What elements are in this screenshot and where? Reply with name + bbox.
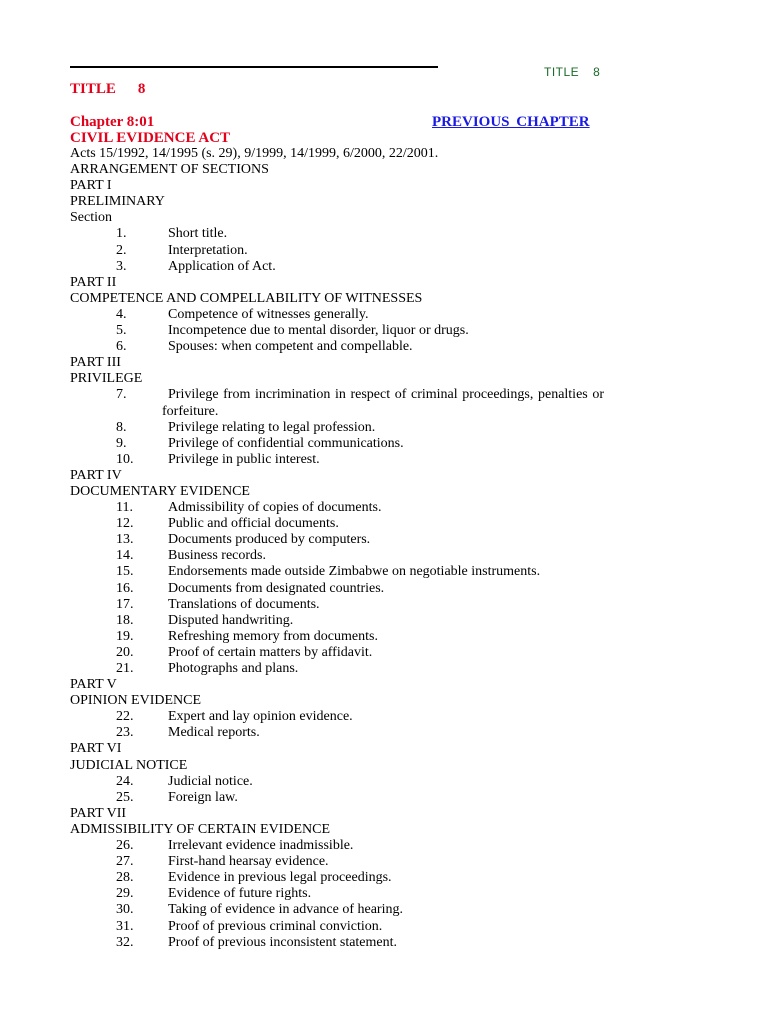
- part-heading: OPINION EVIDENCE: [70, 693, 202, 709]
- section-number: 25.: [116, 789, 134, 805]
- section-title: Judicial notice.: [168, 773, 253, 789]
- section-entry: [70, 854, 610, 870]
- title-number: 8: [137, 81, 146, 97]
- section-entry: [70, 935, 610, 951]
- section-number: 4.: [116, 306, 127, 322]
- section-entry: [70, 532, 610, 548]
- section-number: 29.: [116, 886, 134, 902]
- section-number: 2.: [116, 242, 127, 258]
- section-number: 11.: [116, 500, 133, 516]
- section-entry: [70, 339, 610, 355]
- section-entry: [70, 243, 610, 259]
- section-entry: [70, 259, 610, 275]
- section-number: 20.: [116, 644, 134, 660]
- section-entry: [70, 597, 610, 613]
- section-entry: [70, 516, 610, 532]
- section-number: 9.: [116, 435, 127, 451]
- running-title-label: TITLE: [544, 65, 580, 79]
- section-title: Interpretation.: [168, 242, 248, 258]
- part-heading: DOCUMENTARY EVIDENCE: [70, 483, 250, 499]
- section-number: 1.: [116, 226, 127, 242]
- section-title: Admissibility of copies of documents.: [168, 500, 382, 516]
- section-title: Proof of previous criminal conviction.: [168, 918, 383, 934]
- act-title: CIVIL EVIDENCE ACT: [70, 130, 231, 146]
- section-number: 31.: [116, 918, 134, 934]
- section-title: Photographs and plans.: [168, 661, 299, 676]
- section-entry: [70, 387, 610, 419]
- arrangement-heading: ARRANGEMENT OF SECTIONS: [70, 162, 269, 178]
- section-number: 8.: [116, 419, 127, 435]
- section-title: Translations of documents.: [168, 596, 320, 612]
- section-title: Proof of certain matters by affidavit.: [168, 644, 373, 660]
- section-entry: [70, 725, 610, 741]
- section-title: Incompetence due to mental disorder, liquor or drugs.: [168, 323, 469, 339]
- title-label: TITLE: [70, 81, 116, 97]
- section-title: Irrelevant evidence inadmissible.: [168, 838, 354, 854]
- section-entry: [70, 870, 610, 886]
- title-heading: [70, 81, 145, 98]
- section-entry: [70, 645, 610, 661]
- section-title: Disputed handwriting.: [168, 612, 294, 628]
- section-entry: [70, 709, 610, 725]
- section-number: 6.: [116, 339, 127, 355]
- section-title: Proof of previous inconsistent statement.: [168, 934, 398, 950]
- section-number: 26.: [116, 838, 134, 854]
- section-title: Documents from designated countries.: [168, 580, 385, 596]
- section-entry: [70, 613, 610, 629]
- parts-list: [70, 178, 610, 951]
- section-title: Endorsements made outside Zimbabwe on negotiable instruments.: [168, 564, 541, 580]
- section-column-label: Section: [70, 210, 112, 226]
- part-label: PART VI: [70, 741, 122, 757]
- section-entry: [70, 919, 610, 935]
- section-number: 23.: [116, 725, 134, 741]
- section-title: First-hand hearsay evidence.: [168, 854, 329, 870]
- section-number: 3.: [116, 258, 127, 274]
- section-number: 15.: [116, 564, 134, 580]
- section-number: 18.: [116, 612, 134, 628]
- part-label: PART V: [70, 677, 117, 693]
- section-title: Privilege from incrimination in respect of criminal proceedings, penalties or forfeiture.: [162, 387, 604, 419]
- arrangement-of-sections: [70, 146, 610, 951]
- section-title: Privilege in public interest.: [168, 451, 320, 467]
- part-heading: PRELIMINARY: [70, 194, 165, 210]
- section-number: 19.: [116, 628, 134, 644]
- chapter-number: Chapter 8:01: [70, 114, 155, 130]
- section-number: 28.: [116, 870, 134, 886]
- part-heading: PRIVILEGE: [70, 371, 143, 387]
- section-number: 21.: [116, 661, 134, 676]
- section-number: 13.: [116, 532, 134, 548]
- section-entry: [70, 564, 610, 580]
- part-label: PART II: [70, 274, 117, 290]
- part-heading: ADMISSIBILITY OF CERTAIN EVIDENCE: [70, 821, 331, 837]
- section-number: 5.: [116, 323, 127, 339]
- section-entry: [70, 661, 610, 677]
- section-title: Competence of witnesses generally.: [168, 306, 369, 322]
- section-entry: [70, 420, 610, 436]
- section-entry: [70, 500, 610, 516]
- section-title: Application of Act.: [168, 258, 276, 274]
- section-title: Evidence in previous legal proceedings.: [168, 870, 392, 886]
- section-title: Documents produced by computers.: [168, 532, 371, 548]
- section-title: Privilege of confidential communications.: [168, 435, 404, 451]
- section-title: Short title.: [168, 226, 228, 242]
- amending-acts: Acts 15/1992, 14/1995 (s. 29), 9/1999, 14/1999, 6/2000, 22/2001.: [70, 146, 439, 161]
- section-title: Evidence of future rights.: [168, 886, 312, 902]
- section-number: 17.: [116, 596, 134, 612]
- section-entry: [70, 323, 610, 339]
- section-entry: [70, 629, 610, 645]
- part-heading: COMPETENCE AND COMPELLABILITY OF WITNESSES: [70, 290, 423, 306]
- section-entry: [70, 307, 610, 323]
- section-title: Medical reports.: [168, 725, 260, 741]
- header-rule: [70, 66, 438, 68]
- section-entry: [70, 581, 610, 597]
- section-title: Spouses: when competent and compellable.: [168, 339, 413, 355]
- section-entry: [70, 838, 610, 854]
- section-title: Taking of evidence in advance of hearing.: [168, 902, 403, 918]
- section-number: 27.: [116, 854, 134, 870]
- section-number: 14.: [116, 548, 134, 564]
- section-number: 12.: [116, 516, 134, 532]
- part-label: PART IV: [70, 467, 122, 483]
- section-title: Privilege relating to legal profession.: [168, 419, 376, 435]
- section-entry: [70, 436, 610, 452]
- running-title-number: 8: [593, 65, 601, 79]
- section-entry: [70, 548, 610, 564]
- running-title: [544, 65, 600, 79]
- section-entry: [70, 452, 610, 468]
- section-number: 32.: [116, 934, 134, 950]
- section-entry: [70, 774, 610, 790]
- part-label: PART VII: [70, 805, 127, 821]
- section-title: Business records.: [168, 548, 266, 564]
- section-number: 16.: [116, 580, 134, 596]
- section-title: Refreshing memory from documents.: [168, 628, 378, 644]
- part-heading: JUDICIAL NOTICE: [70, 757, 188, 773]
- section-number: 7.: [116, 387, 127, 403]
- section-entry: [70, 226, 610, 242]
- section-number: 30.: [116, 902, 134, 918]
- part-label: PART III: [70, 355, 121, 371]
- section-number: 22.: [116, 709, 134, 725]
- part-label: PART I: [70, 178, 112, 194]
- section-number: 24.: [116, 773, 134, 789]
- previous-chapter-link[interactable]: PREVIOUS CHAPTER: [432, 114, 590, 130]
- section-title: Public and official documents.: [168, 516, 339, 532]
- section-number: 10.: [116, 451, 134, 467]
- section-entry: [70, 790, 610, 806]
- section-title: Foreign law.: [168, 789, 238, 805]
- section-title: Expert and lay opinion evidence.: [168, 709, 353, 725]
- section-entry: [70, 902, 610, 918]
- section-entry: [70, 886, 610, 902]
